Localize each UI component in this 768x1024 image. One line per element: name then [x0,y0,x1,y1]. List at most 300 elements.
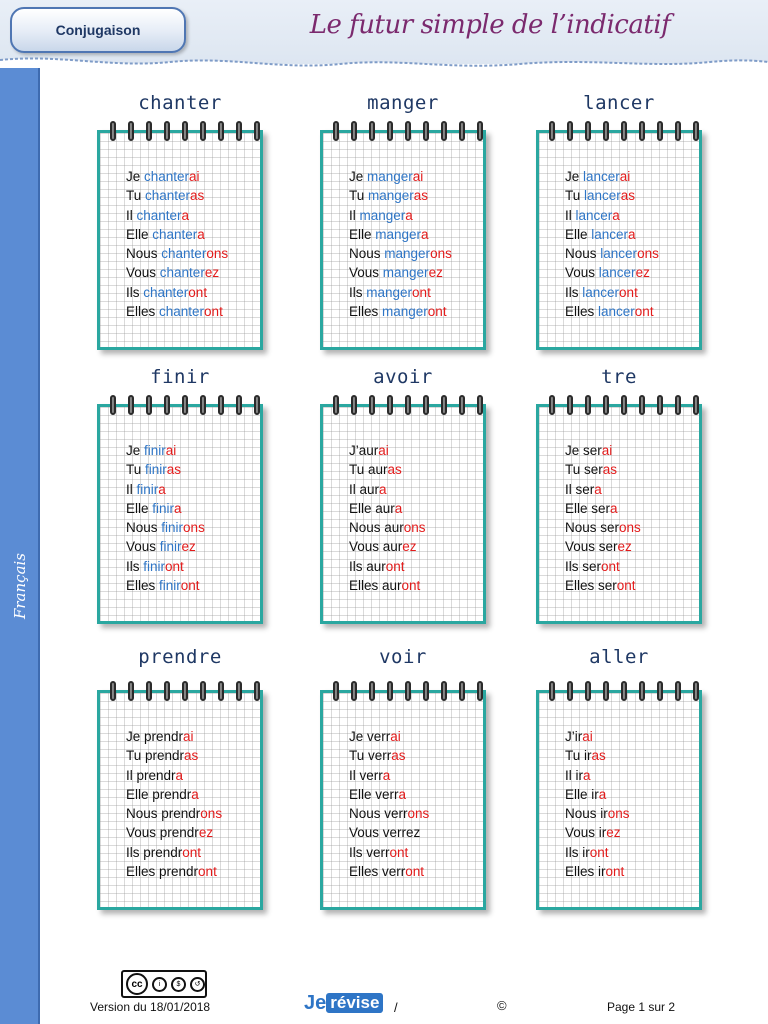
spiral-ring-icon [621,681,627,701]
verb-ending: a [594,481,602,497]
verb-ending: ai [601,443,613,458]
conjugation-line [349,537,489,556]
pronoun-text: Il ser [565,481,595,497]
verb-ending: a [379,481,387,497]
pronoun-text: Tu prendr [126,748,185,764]
conjugation-list [565,441,705,595]
pronoun-text: Tu [126,188,146,204]
pronoun-text: Je verr [349,729,391,744]
conjugation-list [349,167,489,321]
verb-ending: as [184,748,199,764]
subject-label: Français [11,552,29,620]
pronoun-text: Nous [126,246,162,262]
pronoun-text: Ils [126,558,144,574]
spiral-ring-icon [675,121,681,141]
spiral-ring-icon [236,681,242,701]
verb-ending: ez [181,539,196,555]
spiral-ring-icon [182,121,188,141]
pronoun-text: Elles verr [349,864,406,880]
verb-stem: finir [159,539,182,555]
conjugation-line [349,167,489,186]
verb-ending: ez [204,265,220,281]
spiral-ring-icon [164,121,170,141]
conjugation-line [349,746,489,765]
verb-ending: a [158,481,166,497]
conjugation-line [565,283,705,302]
verb-ending: as [190,188,205,204]
notepad-card [536,130,702,350]
verb-ending: ont [427,304,447,320]
pronoun-text: Il ir [565,767,583,783]
pronoun-text: Nous [349,246,385,262]
conjugation-list [565,167,705,321]
conjugation-line [349,263,489,282]
spiral-ring-icon [182,395,188,415]
conjugation-line [565,766,705,785]
spiral-ring-icon [200,121,206,141]
spiral-ring-icon [164,681,170,701]
spiral-ring-icon [567,395,573,415]
spiral-ring-icon [423,681,429,701]
verb-ending: ont [180,578,200,594]
verb-ending: ont [198,864,217,880]
verb-stem: manger [367,169,413,184]
conjugation-line [126,727,266,746]
spiral-ring-icon [657,681,663,701]
spiral-ring-icon [459,121,465,141]
pronoun-text: Vous verrez [349,825,421,841]
pronoun-text: Je [126,169,145,184]
conjugation-line [349,518,489,537]
verb-ending: ont [204,304,223,320]
spiral-ring-icon [236,395,242,415]
jerevise-logo[interactable] [304,991,383,1015]
spiral-ring-icon [387,395,393,415]
pronoun-text: Nous prendr [126,806,201,822]
verb-ending: a [612,207,620,223]
verb-ending: ez [617,539,632,555]
spiral-ring-icon [441,395,447,415]
verb-title: aller [589,646,649,668]
verb-ending: a [197,226,205,242]
verb-ending: ont [385,558,405,574]
conjugation-line [565,167,705,186]
verb-stem: finir [159,578,181,594]
spiral-ring-icon [693,395,699,415]
by-icon: i [152,977,167,992]
spiral-ring-icon [549,121,555,141]
verb-ending: ai [378,443,389,458]
spiral-ring-icon [567,121,573,141]
spiral-ring-icon [405,395,411,415]
pronoun-text: Vous ser [565,539,618,555]
spiral-ring-icon [351,121,357,141]
notepad-card [97,130,263,350]
spiral-ring-icon [110,681,116,701]
pronoun-text: Il [565,207,576,223]
pronoun-text: Il aur [349,481,380,497]
pronoun-text: Elle aur [349,500,395,516]
verb-ending: ont [165,558,184,574]
verb-ending: a [610,500,618,516]
verb-title: voir [379,646,427,668]
verb-ending: ons [403,520,426,536]
verb-title: tre [601,366,637,388]
verb-ending: as [166,462,182,478]
copyright-symbol: © [497,998,507,1013]
conjugation-line [349,576,489,595]
pronoun-text: Nous [565,246,601,262]
conjugation-line [565,746,705,765]
verb-ending: ons [200,806,223,822]
pronoun-text: Vous [126,265,160,281]
conjugation-line [349,823,489,842]
verb-ending: ons [183,520,205,536]
pronoun-text: Tu [126,462,146,478]
conjugation-line [349,862,489,881]
spiral-ring-icon [200,395,206,415]
verb-ending: a [628,226,636,242]
verb-ending: ai [189,169,200,184]
conjugation-line [565,727,705,746]
verb-ending: a [181,207,190,223]
spiral-binding [333,121,483,143]
verb-stem: chanter [144,169,190,184]
conjugation-line [126,283,266,302]
spiral-ring-icon [441,121,447,141]
conjugation-line [565,823,705,842]
verb-ending: ai [412,169,424,184]
conjugation-line [126,263,266,282]
verb-title: avoir [373,366,433,388]
verb-ending: ont [619,284,638,300]
spiral-ring-icon [459,395,465,415]
verb-title: finir [150,366,210,388]
footer-slash: / [394,1000,398,1015]
page-title: Le futur simple de l’indicatif [309,10,671,40]
sa-icon: ↺ [190,977,205,992]
verb-stem: lancer [591,226,629,242]
conjugation-line [126,557,266,576]
pronoun-text: Tu ser [565,462,603,478]
conjugation-line [349,557,489,576]
spiral-ring-icon [603,121,609,141]
spiral-ring-icon [549,681,555,701]
spiral-ring-icon [639,121,645,141]
conjugation-list [349,441,489,595]
spiral-ring-icon [441,681,447,701]
verb-ending: ez [428,265,443,281]
conjugation-line [126,823,266,842]
pronoun-text: Elle [126,500,153,516]
conjugation-line [565,804,705,823]
spiral-binding [333,395,483,417]
verb-stem: finir [161,520,184,536]
spiral-ring-icon [621,121,627,141]
verb-ending: as [591,748,606,764]
notepad-card [97,404,263,624]
conjugation-line [565,537,705,556]
conjugation-line [126,862,266,881]
conjugation-line [349,499,489,518]
spiral-ring-icon [423,121,429,141]
conjugation-line [349,441,489,460]
verb-title: lancer [583,92,655,114]
verb-ending: ons [206,246,229,262]
conjugation-line [126,804,266,823]
notepad-card [536,404,702,624]
spiral-ring-icon [693,681,699,701]
conjugation-line [565,557,705,576]
verb-ending: a [405,207,413,223]
spiral-ring-icon [549,395,555,415]
verb-title: prendre [138,646,222,668]
verb-stem: chanter [143,284,189,300]
conjugation-line [349,186,489,205]
spiral-ring-icon [164,395,170,415]
spiral-ring-icon [477,681,483,701]
verb-ending: as [387,462,402,478]
pronoun-text: Elles [565,304,599,320]
spiral-ring-icon [693,121,699,141]
pronoun-text: Tu [349,188,369,204]
conjugation-line [565,480,705,499]
verb-ending: a [583,767,591,783]
pronoun-text: Elle verr [349,786,399,802]
verb-title: manger [367,92,439,114]
verb-ending: as [602,462,618,478]
verb-ending: ons [430,246,452,262]
verb-ending: ont [601,558,620,574]
conjugation-line [565,186,705,205]
verb-stem: chanter [145,188,191,204]
conjugation-list [126,167,266,321]
verb-stem: lancer [598,304,635,320]
verb-ending: ont [182,844,202,860]
conjugation-list [126,441,266,595]
verb-ending: ont [616,578,636,594]
conjugation-line [565,785,705,804]
pronoun-text: J’ir [565,729,583,744]
verb-ending: ai [619,169,631,184]
verb-title: chanter [138,92,222,114]
spiral-binding [549,681,699,703]
spiral-ring-icon [369,681,375,701]
conjugation-line [349,206,489,225]
pronoun-text: Ils aur [349,558,386,574]
conjugation-line [565,862,705,881]
pronoun-text: Elles [349,304,383,320]
spiral-ring-icon [657,121,663,141]
verb-stem: manger [382,304,428,320]
verb-stem: manger [382,265,429,281]
pronoun-text: Elles prendr [126,864,199,880]
pronoun-text: Elle [565,226,592,242]
pronoun-text: Je prendr [126,729,184,744]
verb-stem: manger [375,226,422,242]
spiral-ring-icon [218,395,224,415]
conjugation-line [349,244,489,263]
conjugation-line [349,283,489,302]
pronoun-text: Ils [349,284,367,300]
verb-stem: finir [136,481,159,497]
conjugation-line [126,302,266,321]
pronoun-text: Elles aur [349,578,402,594]
conjugation-line [126,225,266,244]
spiral-binding [110,681,260,703]
verb-ending: ont [412,284,431,300]
conjugation-line [349,843,489,862]
verb-stem: chanter [161,246,207,262]
pronoun-text: Je ser [565,443,602,458]
spiral-ring-icon [333,681,339,701]
pronoun-text: Vous [126,539,160,555]
verb-ending: a [174,500,182,516]
pronoun-text: Ils [565,284,583,300]
conjugation-line [565,441,705,460]
spiral-ring-icon [236,121,242,141]
spiral-ring-icon [639,395,645,415]
verb-ending: ont [405,864,425,880]
verb-stem: finir [144,443,166,458]
pronoun-text: Elles [126,304,160,320]
conjugation-list [565,727,705,881]
pronoun-text: Tu [565,188,585,204]
notepad-card [320,130,486,350]
cc-icon: cc [126,973,148,995]
pronoun-text: Elles ser [565,578,617,594]
conjugation-line [126,441,266,460]
verb-stem: manger [366,284,413,300]
verb-ending: ons [407,806,430,822]
pronoun-text: Il [126,207,137,223]
conjugation-line [565,460,705,479]
spiral-ring-icon [639,681,645,701]
pronoun-text: Elle ir [565,786,599,802]
spiral-ring-icon [477,395,483,415]
spiral-ring-icon [146,121,152,141]
spiral-ring-icon [333,121,339,141]
spiral-ring-icon [254,681,260,701]
conjugation-line [126,843,266,862]
spiral-ring-icon [254,121,260,141]
verb-ending: a [175,767,184,783]
verb-ending: ont [605,864,625,880]
verb-stem: lancer [575,207,613,223]
verb-ending: ez [198,825,214,841]
spiral-ring-icon [128,121,134,141]
pronoun-text: Elle prendr [126,786,192,802]
verb-stem: chanter [159,265,205,281]
spiral-ring-icon [351,681,357,701]
spiral-ring-icon [423,395,429,415]
verb-ending: a [394,500,403,516]
notepad-card [320,404,486,624]
spiral-ring-icon [200,681,206,701]
spiral-ring-icon [567,681,573,701]
spiral-ring-icon [333,395,339,415]
conjugation-line [126,244,266,263]
pronoun-text: Nous [126,520,162,536]
verb-ending: as [391,748,406,764]
verb-stem: finir [145,462,167,478]
verb-stem: finir [152,500,175,516]
spiral-ring-icon [477,121,483,141]
conjugation-line [565,206,705,225]
pronoun-text: Tu verr [349,748,392,764]
conjugation-line [349,480,489,499]
conjugation-line [565,263,705,282]
page-number: Page 1 sur 2 [607,1000,676,1014]
verb-stem: manger [359,207,406,223]
pronoun-text: Vous aur [349,539,403,555]
pronoun-text: Ils prendr [126,844,183,860]
pronoun-text: Elle ser [565,500,611,516]
conjugation-line [126,537,266,556]
spiral-ring-icon [459,681,465,701]
pronoun-text: Vous [349,265,383,281]
conjugation-line [565,518,705,537]
pronoun-text: Ils [126,284,144,300]
conjugation-line [126,480,266,499]
verb-ending: a [382,767,391,783]
pronoun-text: Il prendr [126,767,176,783]
verb-ending: ez [635,265,650,281]
pronoun-text: Vous [565,265,599,281]
verb-ending: ont [401,578,421,594]
conjugation-line [126,206,266,225]
spiral-ring-icon [369,121,375,141]
conjugation-line [126,746,266,765]
spiral-ring-icon [146,681,152,701]
spiral-binding [110,121,260,143]
pronoun-text: Tu aur [349,462,388,478]
pronoun-text: Vous prendr [126,825,199,841]
verb-ending: ez [402,539,417,555]
header-wave-divider [0,52,768,78]
subject-sidebar [0,68,40,1024]
nc-icon: $ [171,977,186,992]
pronoun-text: Nous ser [565,520,620,536]
verb-ending: ai [165,443,177,458]
spiral-ring-icon [603,395,609,415]
version-text: Version du 18/01/2018 [90,1000,211,1014]
conjugation-line [349,302,489,321]
notepad-card [536,690,702,910]
conjugation-line [126,186,266,205]
verb-ending: as [620,188,636,204]
conjugaison-tab[interactable]: Conjugaison [10,7,186,53]
spiral-ring-icon [603,681,609,701]
conjugation-line [126,499,266,518]
conjugation-list [349,727,489,881]
spiral-binding [110,395,260,417]
spiral-ring-icon [351,395,357,415]
conjugation-line [349,727,489,746]
pronoun-text: Elle [349,226,376,242]
pronoun-text: Je [126,443,145,458]
spiral-binding [549,121,699,143]
verb-stem: lancer [584,188,621,204]
spiral-ring-icon [218,681,224,701]
conjugation-line [565,576,705,595]
conjugation-line [126,766,266,785]
verb-stem: chanter [159,304,205,320]
logo-je: Je [304,991,327,1014]
spiral-binding [549,395,699,417]
spiral-ring-icon [405,681,411,701]
spiral-ring-icon [387,681,393,701]
